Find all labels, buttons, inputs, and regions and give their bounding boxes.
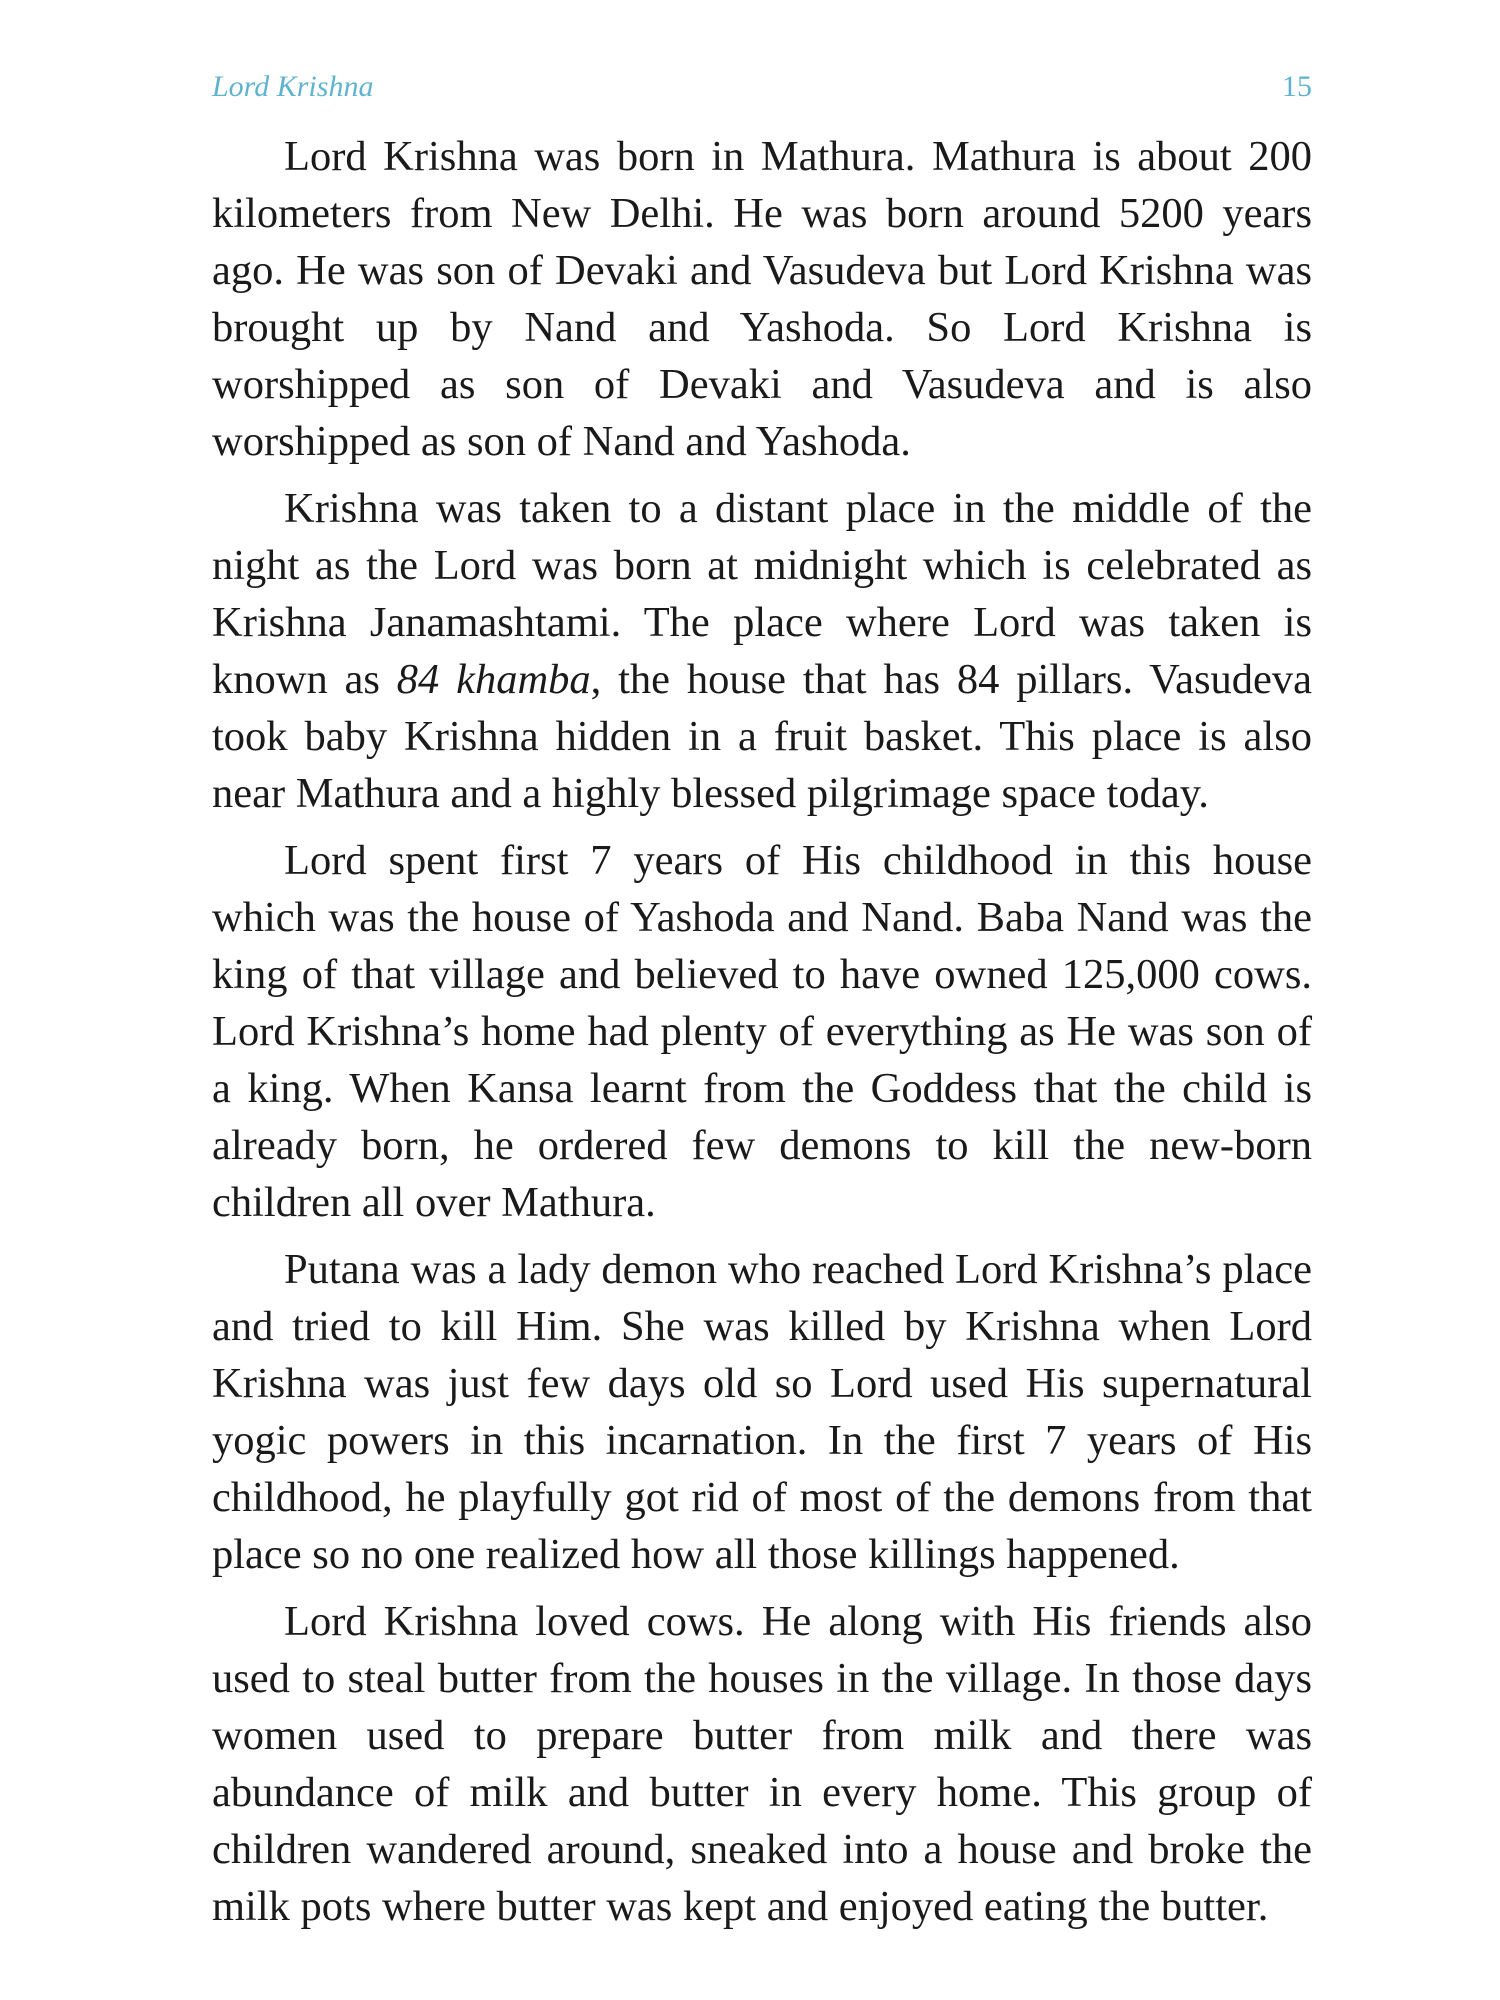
paragraph-putana: Putana was a lady demon who reached Lord Krishna’s place and tried to kill Him. She was killed by Krishna when Lord Krishna was just few days old so Lord used His supernatural yogic powers in this incarnation. In the first 7 years of His childhood, he playfully got rid of most of the demons from that place so no one realized how all those killings happened. <box>212 1246 1312 1578</box>
paragraph-khamba-after: , the house that has 84 pillars. Vasudeva took baby Krishna hidden in a fruit basket. This place is also near Mathura and a highly blessed pilgrimage space today. <box>212 656 1312 817</box>
paragraph-birth: Lord Krishna was born in Mathura. Mathura is about 200 kilometers from New Delhi. He was born around 5200 years ago. He was son of Devaki and Vasudeva but Lord Krishna was brought up by Nand and Yashoda. So Lord Krishna is worshipped as son of Devaki and Vasudeva and is also worshipped as son of Nand and Yashoda. <box>212 133 1312 465</box>
book-page <box>212 70 1312 1945</box>
body-text <box>212 128 1312 1935</box>
paragraph-khamba-before: Krishna was taken to a distant place in the middle of the night as the Lord was born at midnight which is celebrated as Krishna Janamashtami. The place where Lord was taken is known as <box>212 485 1312 703</box>
paragraph-khamba <box>212 480 1312 822</box>
running-head <box>212 70 1312 110</box>
page-number: 15 <box>1282 70 1312 103</box>
book-title: Lord Krishna <box>212 70 374 103</box>
paragraph-childhood: Lord spent first 7 years of His childhood in this house which was the house of Yashoda and Nand. Baba Nand was the king of that village and believed to have owned 125,000 cows. Lord Krishna’s home had plenty of everything as He was son of a king. When Kansa learnt from the Goddess that the child is already born, he ordered few demons to kill the new-born children all over Mathura. <box>212 837 1312 1226</box>
khamba-term: 84 khamba <box>396 656 591 703</box>
paragraph-butter: Lord Krishna loved cows. He along with His friends also used to steal butter from the houses in the village. In those days women used to prepare butter from milk and there was abundance of milk and butter in every home. This group of children wandered around, sneaked into a house and broke the milk pots where butter was kept and enjoyed eating the butter. <box>212 1598 1312 1930</box>
